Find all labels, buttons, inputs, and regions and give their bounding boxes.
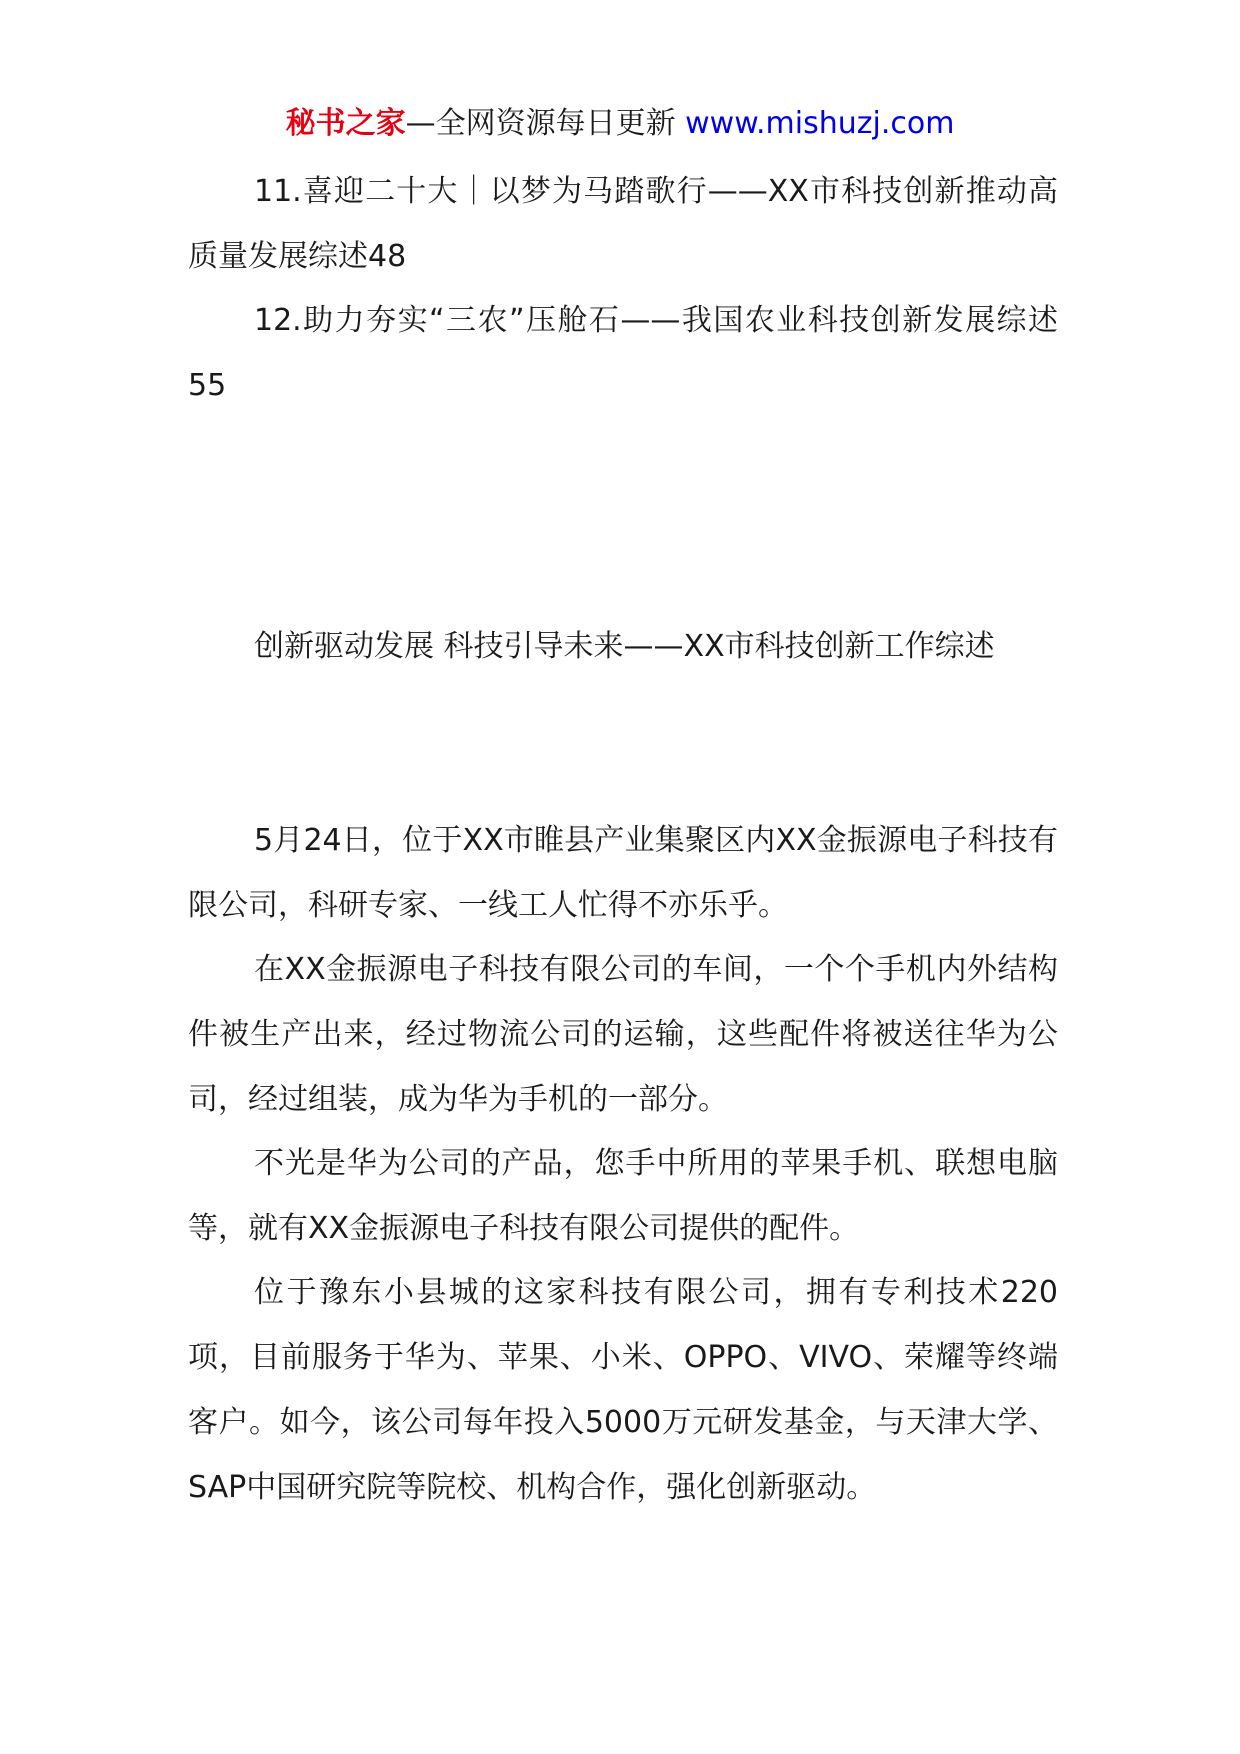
header-tagline: —全网资源每日更新 bbox=[405, 106, 686, 141]
toc-entry: 11.喜迎二十大｜以梦为马踏歌行——XX市科技创新推动高质量发展综述48 bbox=[188, 174, 1058, 274]
body-paragraph: 位于豫东小县城的这家科技有限公司，拥有专利技术220项，目前服务于华为、苹果、小米、OPPO、VIVO、荣耀等终端客户。如今，该公司每年投入5000万元研发基金，与天津大学、SAP中国研究院等院校、机构合作，强化创新驱动。 bbox=[188, 1275, 1058, 1505]
site-url-link[interactable]: www.mishuzj.com bbox=[685, 106, 955, 141]
body-paragraph: 不光是华为公司的产品，您手中所用的苹果手机、联想电脑等，就有XX金振源电子科技有限公司提供的配件。 bbox=[188, 1146, 1058, 1246]
body-paragraph: 在XX金振源电子科技有限公司的车间，一个个手机内外结构件被生产出来，经过物流公司的运输，这些配件将被送往华为公司，经过组装，成为华为手机的一部分。 bbox=[188, 952, 1058, 1117]
body-paragraph: 5月24日，位于XX市睢县产业集聚区内XX金振源电子科技有限公司，科研专家、一线工人忙得不亦乐乎。 bbox=[188, 823, 1058, 923]
toc-entry: 12.助力夯实“三农”压舱石——我国农业科技创新发展综述 55 bbox=[188, 303, 1088, 403]
article-title: 创新驱动发展 科技引导未来——XX市科技创新工作综述 bbox=[254, 629, 995, 664]
brand-name: 秘书之家 bbox=[285, 106, 406, 141]
page-header bbox=[0, 104, 1240, 144]
